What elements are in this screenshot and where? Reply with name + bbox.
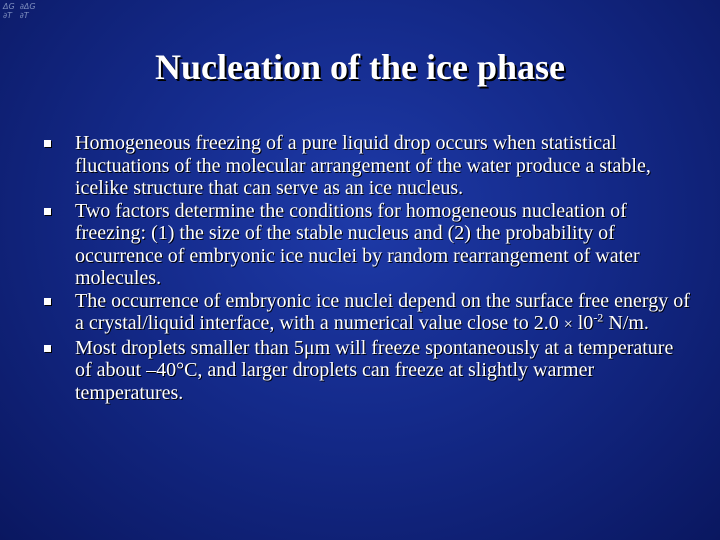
square-bullet-icon: [44, 208, 51, 215]
bullet-item: [44, 132, 694, 200]
bullet-text-after: N/m.: [603, 312, 649, 334]
slide-title: Nucleation of the ice phase: [155, 47, 565, 87]
bullet-item: [44, 290, 694, 337]
exponent-value: -2: [593, 310, 604, 325]
bullet-text: Most droplets smaller than 5μm will freeze spontaneously at a temperature of about –40°C, and larger droplets can freeze at slightly warmer temperatures.: [75, 336, 674, 404]
corner-equation-fragment: ΔG ∂ΔG ∂T ∂T: [3, 2, 36, 20]
bullet-text: [75, 290, 690, 335]
bullet-item: [44, 337, 694, 405]
square-bullet-icon: [44, 345, 51, 352]
times-symbol: ×: [563, 316, 573, 333]
bullet-text-before: The occurrence of embryonic ice nuclei depend on the surface free energy of a crystal/liquid interface, with a numerical value close to 2.0: [75, 289, 690, 334]
bullet-item: [44, 200, 694, 290]
square-bullet-icon: [44, 140, 51, 147]
square-bullet-icon: [44, 298, 51, 305]
exponent-base: l0: [572, 312, 594, 334]
bullet-text: Homogeneous freezing of a pure liquid drop occurs when statistical fluctuations of the molecular arrangement of the water produce a stable, icelike structure that can serve as an ice nucleus.: [75, 132, 651, 199]
bullet-text: Two factors determine the conditions for homogeneous nucleation of freezing: (1) the size of the stable nucleus and (2) the probability of occurrence of embryonic ice nuclei by random rearrangement of water molecules.: [75, 199, 640, 289]
bullet-list: [44, 132, 694, 404]
